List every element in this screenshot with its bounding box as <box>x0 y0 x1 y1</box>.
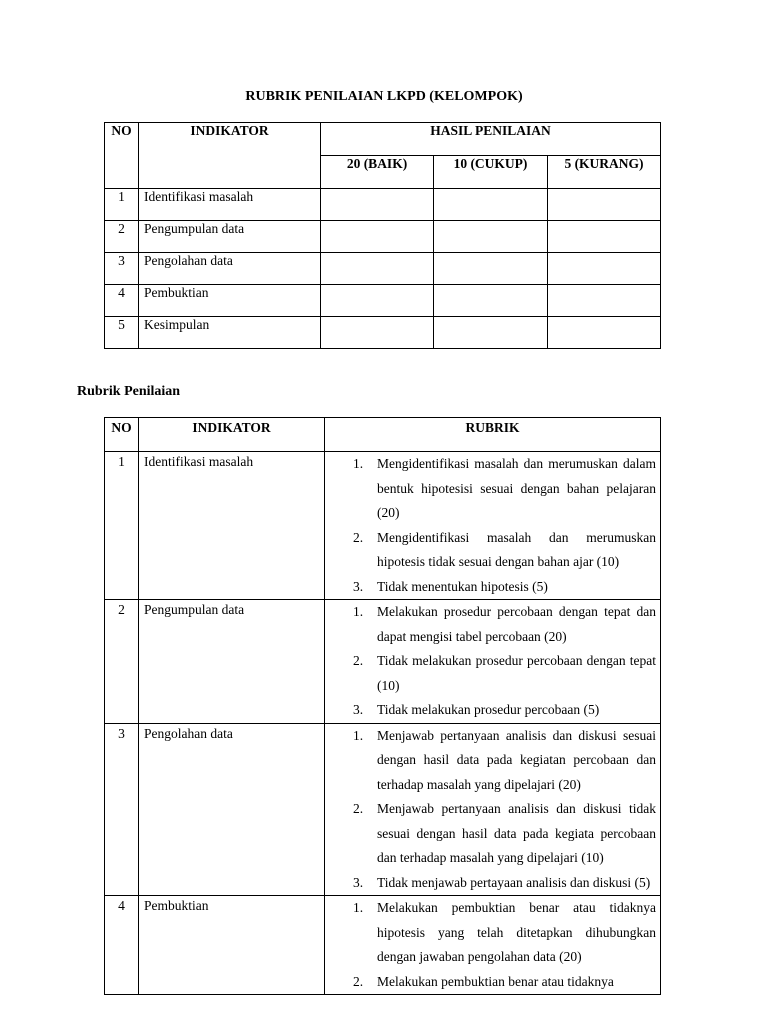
header-no: NO <box>105 418 139 452</box>
score-cell-baik <box>321 221 434 253</box>
rubric-table <box>104 417 661 995</box>
rubric-item <box>353 871 656 896</box>
table-row <box>105 723 661 896</box>
rubric-item <box>353 797 656 871</box>
row-no: 4 <box>105 896 139 995</box>
rubric-item-number: 1. <box>353 456 364 471</box>
score-cell-cukup <box>434 253 548 285</box>
rubric-item <box>353 575 656 600</box>
rubric-item-text: Menjawab pertanyaan analisis dan diskusi tidak sesuai dengan hasil data pada kegiata percobaan dan terhadap masalah yang dipelajari (10) <box>377 801 656 865</box>
header-cukup: 10 (CUKUP) <box>434 156 548 189</box>
rubric-item-number: 1. <box>353 604 364 619</box>
row-no: 1 <box>105 189 139 221</box>
rubric-item-number: 1. <box>353 727 364 743</box>
row-no: 3 <box>105 723 139 896</box>
score-cell-kurang <box>548 285 661 317</box>
rubric-item <box>353 452 656 526</box>
rubric-item <box>353 724 656 798</box>
header-baik: 20 (BAIK) <box>321 156 434 189</box>
rubric-item-text: Melakukan prosedur percobaan dengan tepat dan dapat mengisi tabel percobaan (20) <box>377 604 656 644</box>
row-indikator: Pengumpulan data <box>139 600 325 724</box>
rubric-item-number: 3. <box>353 578 364 594</box>
section-label: Rubrik Penilaian <box>77 384 181 399</box>
row-no: 2 <box>105 221 139 253</box>
score-cell-kurang <box>548 189 661 221</box>
score-cell-cukup <box>434 317 548 349</box>
table-row <box>105 896 661 995</box>
rubric-list <box>325 896 656 994</box>
document-title: RUBRIK PENILAIAN LKPD (KELOMPOK) <box>245 89 523 104</box>
rubric-cell <box>325 896 661 995</box>
header-hasil-penilaian: HASIL PENILAIAN <box>321 123 661 156</box>
row-no: 2 <box>105 600 139 724</box>
score-cell-kurang <box>548 221 661 253</box>
rubric-cell <box>325 600 661 724</box>
rubric-item <box>353 970 656 995</box>
rubric-item-text: Tidak melakukan prosedur percobaan (5) <box>377 702 600 717</box>
rubric-item-number: 1. <box>353 900 364 915</box>
rubric-cell <box>325 723 661 896</box>
rubric-item <box>353 526 656 575</box>
header-rubrik: RUBRIK <box>325 418 661 452</box>
score-cell-cukup <box>434 285 548 317</box>
row-indikator: Pengolahan data <box>139 253 321 285</box>
rubric-list <box>325 600 656 723</box>
row-indikator: Pembuktian <box>139 896 325 995</box>
row-indikator: Identifikasi masalah <box>139 452 325 600</box>
rubric-item-text: Menjawab pertanyaan analisis dan diskusi sesuai dengan hasil data pada kegiatan percobaan dan terhadap masalah yang dipelajari (20) <box>377 727 656 792</box>
rubric-item <box>353 600 656 649</box>
header-no: NO <box>105 123 139 189</box>
table-row <box>105 285 661 317</box>
assessment-score-table <box>104 122 661 349</box>
header-indikator: INDIKATOR <box>139 123 321 189</box>
row-indikator: Pengolahan data <box>139 723 325 896</box>
rubric-item-number: 2. <box>353 653 364 668</box>
table-row <box>105 189 661 221</box>
rubric-item-number: 2. <box>353 973 364 989</box>
score-cell-baik <box>321 189 434 221</box>
rubric-item-text: Tidak menjawab pertayaan analisis dan diskusi (5) <box>377 874 651 890</box>
score-cell-kurang <box>548 253 661 285</box>
table-row <box>105 452 661 600</box>
rubric-item-number: 2. <box>353 801 364 816</box>
row-indikator: Identifikasi masalah <box>139 189 321 221</box>
rubric-item-text: Melakukan pembuktian benar atau tidaknya hipotesis yang telah ditetapkan dihubungkan dengan jawaban pengolahan data (20) <box>377 900 656 964</box>
rubric-item <box>353 896 656 970</box>
row-no: 4 <box>105 285 139 317</box>
row-no: 1 <box>105 452 139 600</box>
row-no: 5 <box>105 317 139 349</box>
rubric-item-text: Mengidentifikasi masalah dan merumuskan dalam bentuk hipotesisi sesuai dengan bahan pelajaran (20) <box>377 456 656 520</box>
rubric-item-number: 2. <box>353 529 364 545</box>
rubric-item-text: Mengidentifikasi masalah dan merumuskan hipotesis tidak sesuai dengan bahan ajar (10) <box>377 529 656 569</box>
header-kurang: 5 (KURANG) <box>548 156 661 189</box>
table-row <box>105 317 661 349</box>
rubric-item-number: 3. <box>353 874 364 890</box>
table-row <box>105 253 661 285</box>
rubric-list <box>325 452 656 599</box>
rubric-list <box>325 724 656 896</box>
header-indikator: INDIKATOR <box>139 418 325 452</box>
score-cell-baik <box>321 285 434 317</box>
row-indikator: Kesimpulan <box>139 317 321 349</box>
score-cell-baik <box>321 317 434 349</box>
rubric-item-text: Tidak menentukan hipotesis (5) <box>377 578 548 594</box>
score-cell-kurang <box>548 317 661 349</box>
table-row <box>105 221 661 253</box>
table-row <box>105 600 661 724</box>
row-indikator: Pembuktian <box>139 285 321 317</box>
rubric-item <box>353 698 656 723</box>
score-cell-baik <box>321 253 434 285</box>
rubric-item-text: Tidak melakukan prosedur percobaan dengan tepat (10) <box>377 653 656 693</box>
row-no: 3 <box>105 253 139 285</box>
score-cell-cukup <box>434 221 548 253</box>
rubric-item-text: Melakukan pembuktian benar atau tidaknya <box>377 973 614 989</box>
row-indikator: Pengumpulan data <box>139 221 321 253</box>
rubric-item <box>353 649 656 698</box>
rubric-cell <box>325 452 661 600</box>
rubric-item-number: 3. <box>353 702 364 717</box>
score-cell-cukup <box>434 189 548 221</box>
